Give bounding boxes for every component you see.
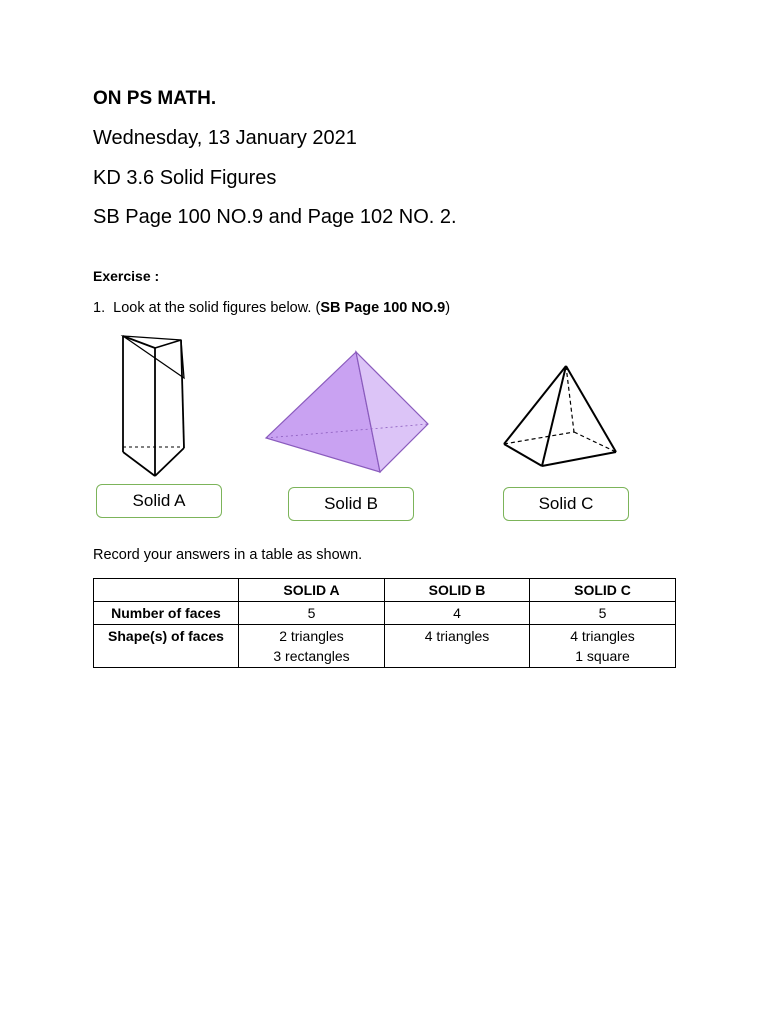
table-row (94, 625, 676, 668)
cell-line: 4 triangles (424, 628, 490, 644)
table-header-solid-c: SOLID C (530, 579, 676, 602)
cell-line: 3 rectangles (273, 648, 350, 664)
table-header-solid-b: SOLID B (385, 579, 530, 602)
cell-solid-a-shapes (239, 625, 385, 668)
lesson-topic: KD 3.6 Solid Figures (93, 167, 277, 189)
question-ref: SB Page 100 NO.9 (320, 300, 446, 316)
question-1 (93, 300, 450, 316)
answers-table (93, 578, 676, 668)
cell-solid-b-shapes (385, 625, 530, 668)
solid-a-label: Solid A (96, 484, 222, 518)
cell-solid-c-shapes (530, 625, 676, 668)
square-pyramid-icon (498, 360, 624, 470)
row-label-shapes: Shape(s) of faces (94, 625, 239, 668)
question-text: Look at the solid figures below. ( (113, 300, 321, 316)
table-row (94, 602, 676, 625)
record-instruction: Record your answers in a table as shown. (93, 547, 363, 563)
row-label-faces: Number of faces (94, 602, 239, 625)
cell-solid-c-faces: 5 (530, 602, 676, 625)
lesson-date: Wednesday, 13 January 2021 (93, 127, 357, 149)
cell-solid-b-faces: 4 (385, 602, 530, 625)
cell-line: 4 triangles (570, 628, 635, 644)
textbook-reference: SB Page 100 NO.9 and Page 102 NO. 2. (93, 206, 457, 228)
table-header-empty (94, 579, 239, 602)
table-header-solid-a: SOLID A (239, 579, 385, 602)
cell-solid-a-faces: 5 (239, 602, 385, 625)
triangular-prism-icon (108, 330, 196, 480)
question-number: 1. (93, 300, 106, 316)
cell-line: 2 triangles (279, 628, 344, 644)
table-header-row (94, 579, 676, 602)
question-close: ) (445, 300, 451, 316)
cell-line: 1 square (575, 648, 630, 664)
tetrahedron-icon (262, 350, 432, 476)
solid-c-label: Solid C (503, 487, 629, 521)
page-title: ON PS MATH. (93, 88, 217, 109)
exercise-heading: Exercise : (93, 268, 160, 284)
solid-b-label: Solid B (288, 487, 414, 521)
